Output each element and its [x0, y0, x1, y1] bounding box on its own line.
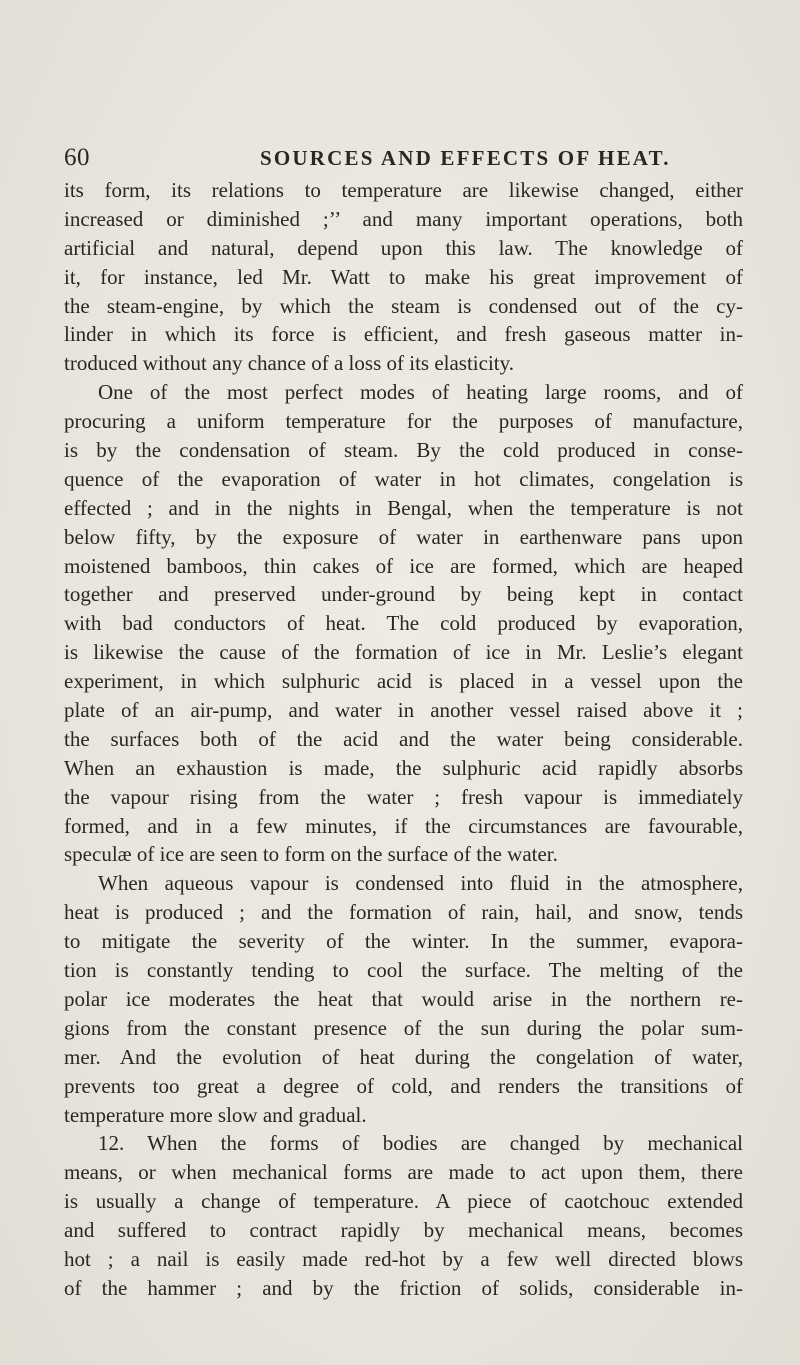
page-header: [64, 143, 744, 173]
text-line: the steam-engine, by which the steam is condensed out of the cy-: [64, 293, 743, 318]
text-line: experiment, in which sulphuric acid is placed in a vessel upon the: [64, 669, 743, 694]
text-line: together and preserved under-ground by being kept in contact: [64, 582, 743, 607]
page-number: 60: [64, 144, 90, 171]
text-line: linder in which its force is efficient, and fresh gaseous matter in-: [64, 322, 743, 347]
text-line: moistened bamboos, thin cakes of ice are formed, which are heaped: [64, 553, 743, 578]
text-line: hot ; a nail is easily made red-hot by a few well directed blows: [64, 1246, 743, 1271]
text-line: with bad conductors of heat. The cold produced by evaporation,: [64, 611, 743, 636]
text-line: plate of an air-pump, and water in another vessel raised above it ;: [64, 698, 743, 723]
text-line: is usually a change of temperature. A piece of caotchouc extended: [64, 1189, 743, 1214]
text-line: increased or diminished ;’’ and many important operations, both: [64, 206, 743, 231]
text-line: and suffered to contract rapidly by mechanical means, becomes: [64, 1218, 743, 1243]
text-line: it, for instance, led Mr. Watt to make his great improvement of: [64, 264, 743, 289]
text-line: formed, and in a few minutes, if the circumstances are favourable,: [64, 813, 743, 838]
text-line: its form, its relations to temperature are likewise changed, either: [64, 178, 743, 202]
running-head: SOURCES AND EFFECTS OF HEAT.: [260, 146, 671, 170]
text-line: means, or when mechanical forms are made to act upon them, there: [64, 1160, 743, 1185]
text-line: procuring a uniform temperature for the purposes of manufacture,: [64, 409, 743, 434]
text-line: speculæ of ice are seen to form on the surface of the water.: [64, 842, 558, 867]
text-line: of the hammer ; and by the friction of solids, considerable in-: [64, 1275, 743, 1300]
text-line: the vapour rising from the water ; fresh vapour is immediately: [64, 784, 743, 809]
text-line: When an exhaustion is made, the sulphuric acid rapidly absorbs: [64, 755, 743, 780]
text-line: troduced without any chance of a loss of its elasticity.: [64, 351, 515, 376]
text-line: is by the condensation of steam. By the cold produced in conse-: [64, 438, 743, 463]
text-line: 12. When the forms of bodies are changed by mechanical: [98, 1131, 743, 1156]
text-line: to mitigate the severity of the winter. In the summer, evapora-: [64, 929, 743, 954]
text-line: When aqueous vapour is condensed into fluid in the atmosphere,: [98, 871, 743, 896]
text-line: prevents too great a degree of cold, and renders the transitions of: [64, 1073, 743, 1098]
text-line: mer. And the evolution of heat during the congelation of water,: [64, 1044, 743, 1069]
text-line: is likewise the cause of the formation of ice in Mr. Leslie’s elegant: [64, 640, 743, 665]
text-line: quence of the evaporation of water in hot climates, congelation is: [64, 466, 743, 491]
text-line: below fifty, by the exposure of water in earthenware pans upon: [64, 524, 743, 549]
text-line: heat is produced ; and the formation of rain, hail, and snow, tends: [64, 900, 743, 925]
text-line: tion is constantly tending to cool the surface. The melting of the: [64, 958, 743, 983]
text-line: the surfaces both of the acid and the water being considerable.: [64, 726, 743, 751]
text-line: polar ice moderates the heat that would arise in the northern re-: [64, 986, 743, 1011]
text-line: artificial and natural, depend upon this law. The knowledge of: [64, 235, 743, 260]
text-line: effected ; and in the nights in Bengal, when the temperature is not: [64, 495, 743, 520]
text-line: gions from the constant presence of the sun during the polar sum-: [64, 1015, 743, 1040]
body-text: [64, 176, 743, 1303]
text-line: temperature more slow and gradual.: [64, 1102, 367, 1127]
text-line: One of the most perfect modes of heating large rooms, and of: [98, 380, 743, 405]
